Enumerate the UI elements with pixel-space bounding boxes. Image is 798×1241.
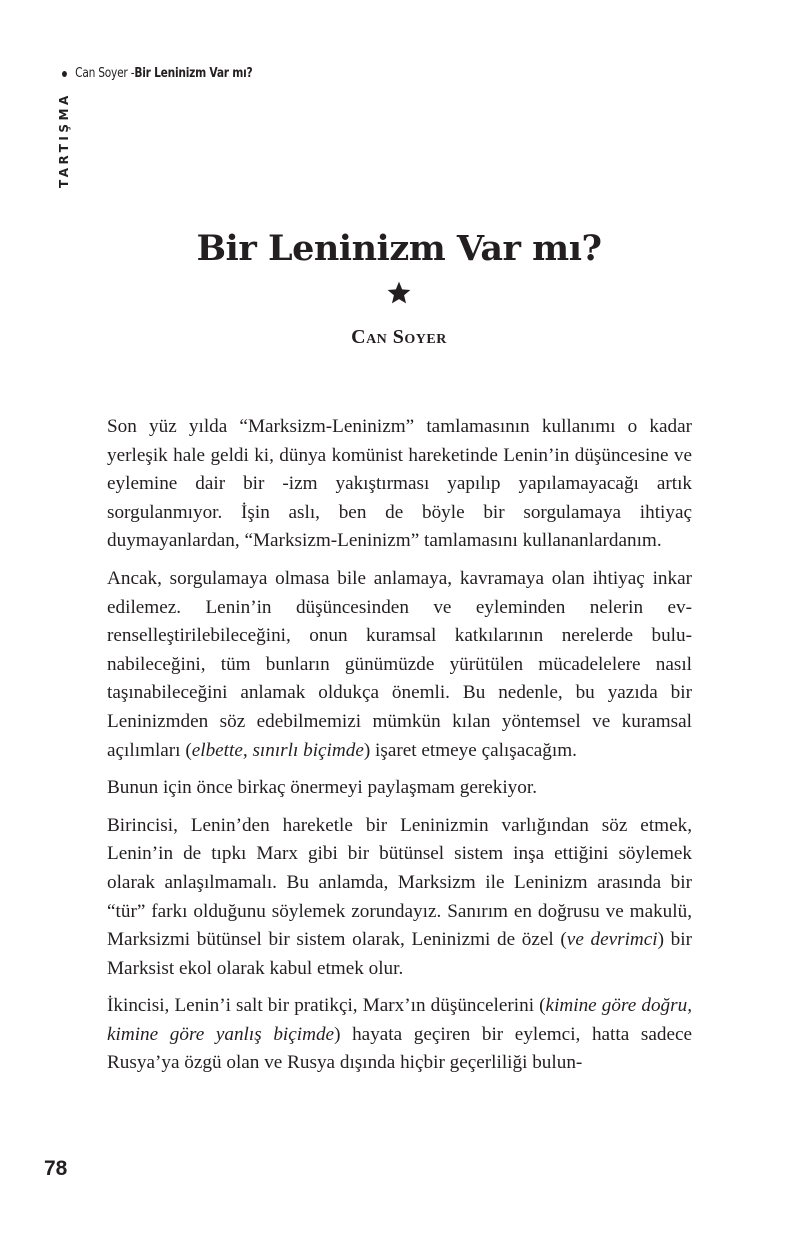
bullet-icon	[62, 71, 67, 77]
paragraph	[107, 774, 692, 803]
text-run: ) işaret etmeye çalışacağım.	[363, 739, 577, 761]
text-run: İkincisi, Lenin’i salt bir pratikçi, Marx’ın düşüncelerini (	[107, 995, 546, 1017]
running-head	[62, 66, 252, 81]
italic-text: elbette, sınırlı biçimde	[191, 739, 364, 761]
text-run: Bunun için önce birkaç önermeyi paylaşmam gerekiyor.	[107, 777, 537, 799]
text-run: Son yüz yılda “Marksizm-Leninizm” tamlamasının kullanımı o kadar yerleşik hale geldi ki, dünya komünist hareketinde Lenin’in düşüncesine ve eylemine dair bir -izm yakıştırması yapılıp yapılamayacağı artık sorgulanmıyor. İşin aslı, ben de böyle bir sorgulamaya ihtiyaç duymayanlardan, “Marksizm-Leninizm” tamlamasını kullananlardanım.	[107, 416, 692, 552]
text-run: Ancak, sorgulamaya olmasa bile anlamaya, kavramaya olan ihtiyaç inkar edilemez. Lenin’in düşüncesinden ve eyleminden nelerin evrenselleştirilebileceğini, onun kuramsal katkılarının nerelerde bulunabileceğini, tüm bunların günümüzde yürütülen mücadelelere nasıl taşınabileceğini anlamak oldukça önemli. Bu nedenle, bu yazıda bir Leninizmden söz edebilmemizi mümkün kılan yöntemsel ve kuramsal açılımları (	[107, 567, 692, 761]
running-head-author: Can Soyer -	[75, 66, 135, 81]
running-head-title: Bir Leninizm Var mı?	[134, 66, 253, 81]
section-label: TARTIŞMA	[57, 92, 71, 188]
italic-text: kimine göre doğru, kimine göre yanlış biçimde	[107, 995, 692, 1045]
article-title: Bir Leninizm Var mı?	[196, 228, 602, 269]
paragraph	[107, 565, 692, 765]
italic-text: ve devrimci	[566, 929, 658, 951]
paragraph	[107, 992, 692, 1078]
page-number: 78	[44, 1157, 68, 1180]
article-body	[107, 413, 692, 1087]
article-author: Can Soyer	[351, 326, 447, 348]
text-run: ) bir Marksist ekol olarak kabul etmek olur.	[107, 929, 692, 979]
text-run: ) hayata geçiren bir eylemci, hatta sadece Rusya’ya özgü olan ve Rusya dışında hiçbir geçerliliği bulun-	[107, 1023, 692, 1074]
paragraph	[107, 812, 692, 984]
star-icon	[386, 280, 412, 306]
text-run: Birincisi, Lenin’den hareketle bir Leninizmin varlığından söz etmek, Lenin’in de tıpkı Marx gibi bir bütünsel sistem inşa ettiğini söylemek olarak anlaşılmamalı. Bu anlamda, Marksizm ile Leninizm arasında bir “tür” farkı olduğunu söylemek zorundayız. Sanırım en doğrusu ve makulü, Marksizmi bütünsel bir sistem olarak, Leninizmi de özel (	[107, 814, 692, 951]
paragraph	[107, 413, 692, 556]
